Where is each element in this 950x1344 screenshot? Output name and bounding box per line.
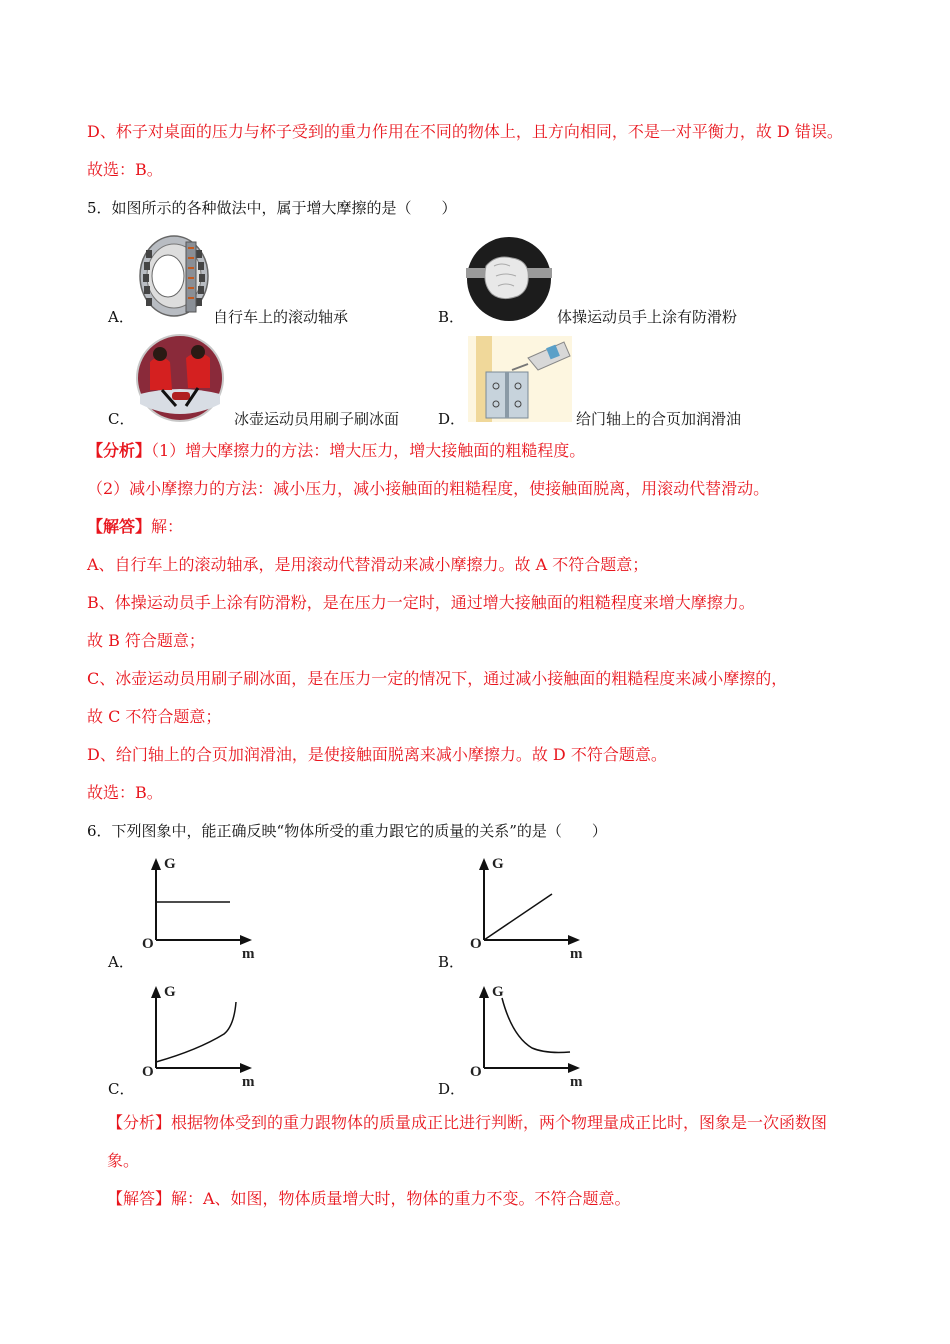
graph-d-y-label: G: [492, 984, 504, 1000]
question-6-stem: 6．下列图象中，能正确反映“物体所受的重力跟它的质量的关系”的是（ ）: [87, 822, 607, 840]
graph-d-x-label: m: [570, 1074, 583, 1090]
answer-header: [87, 516, 183, 538]
answer-tag: 【解答】: [87, 517, 152, 536]
option-d-caption: 给门轴上的合页加润滑油: [576, 410, 742, 428]
graph-b-y-label: G: [492, 856, 504, 872]
graph-d-origin: O: [470, 1064, 482, 1080]
answer-line-d: D、杯子对桌面的压力与杯子受到的重力作用在不同的物体上，且方向相同，不是一对平衡力，故 D 错误。: [87, 122, 843, 141]
option-b-letter: B．: [438, 308, 465, 326]
graph-a-y-label: G: [164, 856, 176, 872]
graph-a: [138, 854, 258, 954]
graph-d: [466, 982, 586, 1082]
answer-c: C、冰壶运动员用刷子刷冰面，是在压力一定的情况下，通过减小接触面的粗糙程度来减小摩擦的，: [87, 669, 788, 688]
answer-d: D、给门轴上的合页加润滑油，是使接触面脱离来减小摩擦力。故 D 不符合题意。: [87, 745, 667, 764]
graph-c-y-label: G: [164, 984, 176, 1000]
analysis-line-1: [87, 440, 585, 462]
option-b-caption: 体操运动员手上涂有防滑粉: [557, 308, 738, 326]
analysis-tag: 【分析】: [87, 441, 152, 460]
answer-prefix: 解：: [151, 517, 184, 536]
graph-b-letter: B．: [438, 953, 465, 971]
bearing-image: [134, 232, 210, 320]
q6-analysis-line-1: 【分析】根据物体受到的重力跟物体的质量成正比进行判断，两个物理量成正比时，图象是一次函数图: [107, 1113, 828, 1132]
answer-choice-5: 故选：B。: [87, 783, 163, 802]
hinge-oil-image: [468, 336, 572, 422]
gymnast-hands-image: [466, 236, 552, 322]
graph-a-origin: O: [142, 936, 154, 952]
option-c-letter: C．: [108, 410, 135, 428]
analysis-line-2: （2）减小摩擦力的方法：减小压力，减小接触面的粗糙程度，使接触面脱离，用滚动代替滑动。: [87, 479, 770, 498]
graph-c-origin: O: [142, 1064, 154, 1080]
graph-b-origin: O: [470, 936, 482, 952]
graph-a-x-label: m: [242, 946, 255, 962]
q6-answer-line: 【解答】解：A、如图，物体质量增大时，物体的重力不变。不符合题意。: [107, 1189, 631, 1208]
answer-b-cont: 故 B 符合题意；: [87, 631, 205, 650]
curling-image: [136, 334, 224, 422]
graph-c: [138, 982, 258, 1082]
graph-c-letter: C．: [108, 1080, 135, 1098]
graph-a-letter: A．: [108, 953, 134, 971]
answer-b: B、体操运动员手上涂有防滑粉，是在压力一定时，通过增大接触面的粗糙程度来增大摩擦力。: [87, 593, 755, 612]
option-c-caption: 冰壶运动员用刷子刷冰面: [234, 410, 400, 428]
analysis-text-1: （1）增大摩擦力的方法：增大压力，增大接触面的粗糙程度。: [151, 441, 586, 460]
graph-c-x-label: m: [242, 1074, 255, 1090]
option-a-letter: A．: [108, 308, 134, 326]
option-d-letter: D．: [438, 410, 466, 428]
answer-choice: 故选：B。: [87, 160, 163, 179]
answer-c-cont: 故 C 不符合题意；: [87, 707, 222, 726]
q6-analysis-line-2: 象。: [107, 1151, 140, 1170]
question-5-stem: 5．如图所示的各种做法中，属于增大摩擦的是（ ）: [87, 199, 457, 217]
graph-d-letter: D．: [438, 1080, 466, 1098]
graph-b: [466, 854, 586, 954]
option-a-caption: 自行车上的滚动轴承: [213, 308, 349, 326]
graph-b-x-label: m: [570, 946, 583, 962]
answer-a: A、自行车上的滚动轴承，是用滚动代替滑动来减小摩擦力。故 A 不符合题意；: [87, 555, 649, 574]
